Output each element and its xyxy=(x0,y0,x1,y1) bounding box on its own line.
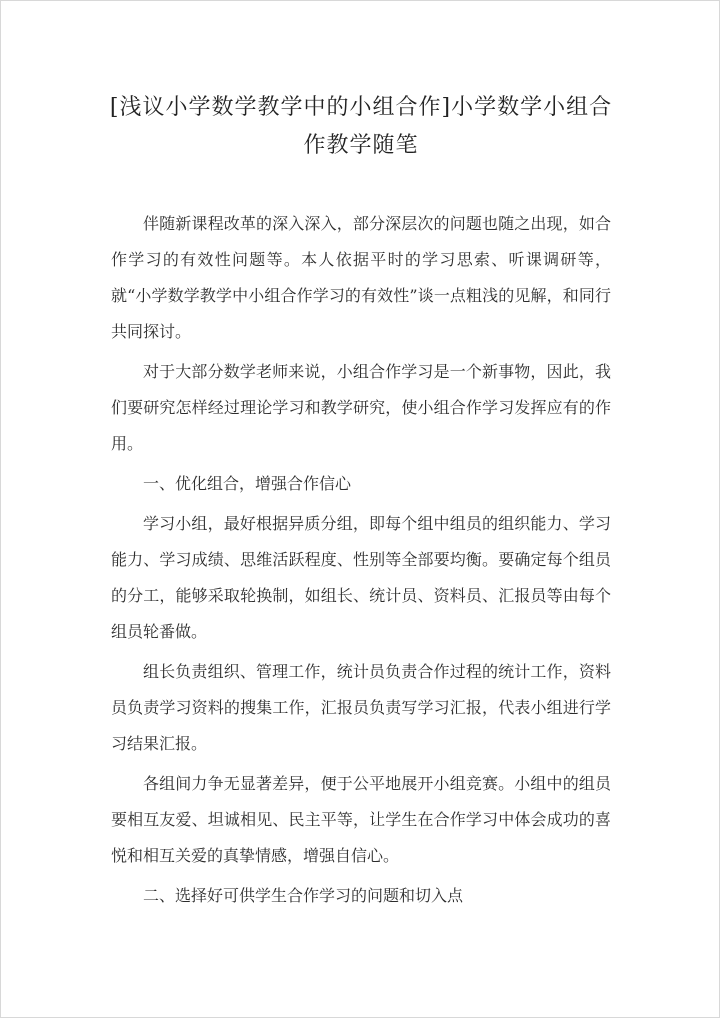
paragraph-context: 对于大部分数学老师来说，小组合作学习是一个新事物，因此，我们要研究怎样经过理论学习和教学研究，使小组合作学习发挥应有的作用。 xyxy=(111,362,611,453)
paragraph-roles: 组长负责组织、管理工作，统计员负责合作过程的统计工作，资料员负责学习资料的搜集工作，汇报员负责写学习汇报，代表小组进行学习结果汇报。 xyxy=(111,662,611,753)
document-title: [浅议小学数学教学中的小组合作]小学数学小组合作教学随笔 xyxy=(109,95,613,158)
paragraph-competition: 各组间力争无显著差异，便于公平地展开小组竞赛。小组中的组员要相互友爱、坦诚相见、民主平等，让学生在合作学习中体会成功的喜悦和相互关爱的真挚情感，增强自信心。 xyxy=(111,774,611,865)
section-heading-2: 二、选择好可供学生合作学习的问题和切入点 xyxy=(143,886,464,905)
paragraph-intro: 伴随新课程改革的深入深入，部分深层次的问题也随之出现，如合作学习的有效性问题等。本人依据平时的学习思索、听课调研等，就“小学数学教学中小组合作学习的有效性”谈一点粗浅的见解，和同行共同探讨。 xyxy=(111,214,611,341)
document-body xyxy=(111,206,611,918)
paragraph-grouping: 学习小组，最好根据异质分组，即每个组中组员的组织能力、学习能力、学习成绩、思维活跃程度、性别等全部要均衡。要确定每个组员的分工，能够采取轮换制，如组长、统计员、资料员、汇报员等由每个组员轮番做。 xyxy=(111,514,611,641)
section-heading-1: 一、优化组合，增强合作信心 xyxy=(143,474,352,493)
